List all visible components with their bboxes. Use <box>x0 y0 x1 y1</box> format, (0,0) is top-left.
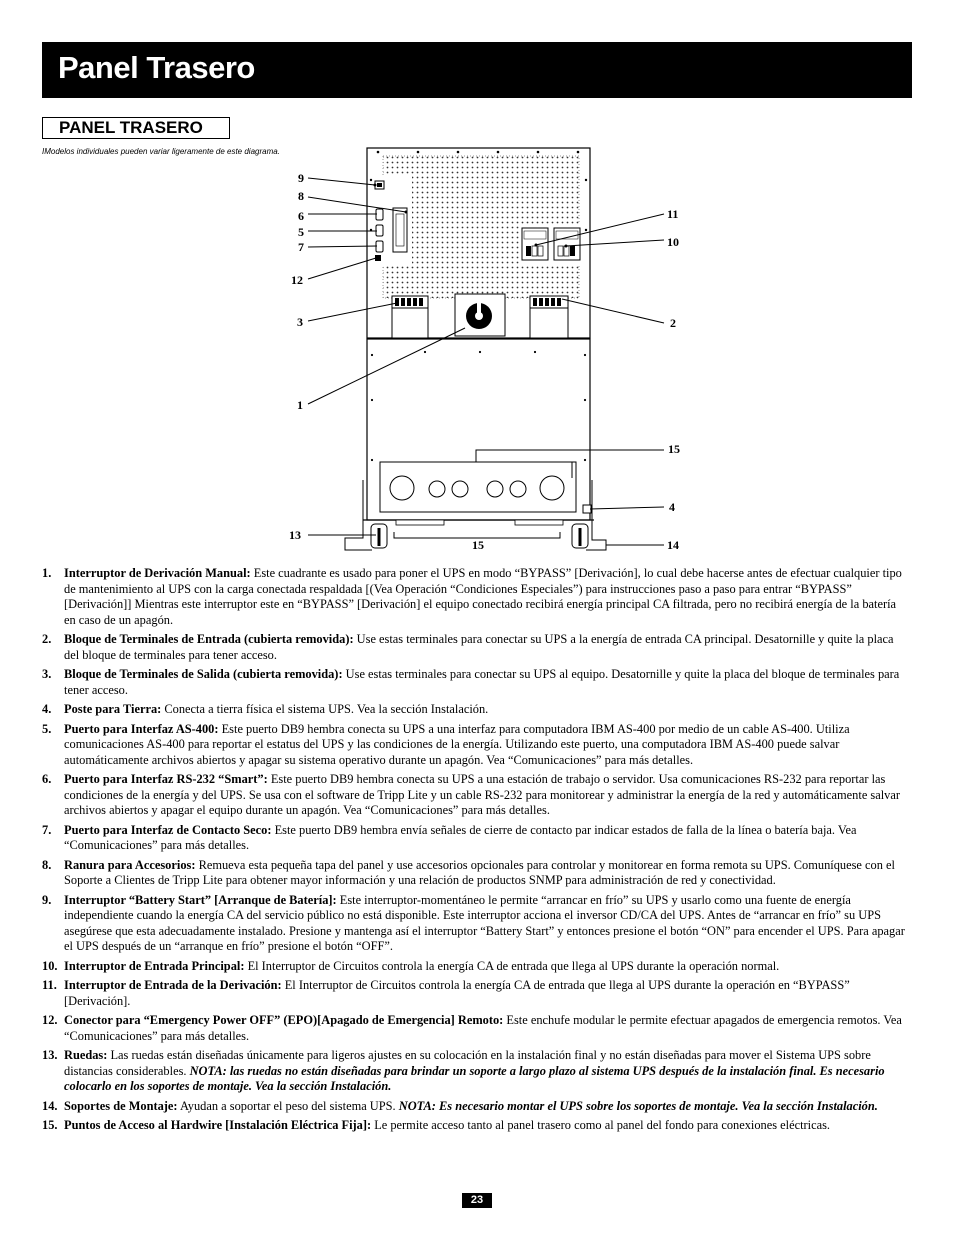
list-item: 2. Bloque de Terminales de Entrada (cubierta removida): Use estas terminales para conectar su UPS a la energía de entrada CA principal. Desatornille y quite la placa del bloque de terminales para tener acceso. <box>42 632 894 662</box>
list-item: 13. Ruedas: Las ruedas están diseñadas únicamente para ligeros ajustes en su colocación en la instalación final y no están diseñadas para mover el Sistema UPS sobre distancias considerables. NOTA: las ruedas no están diseñadas para brindar un soporte a largo plazo al sistema UPS después de la instalación final. Es necesario colocarlo en los soportes de montaje. Vea la sección Instalación. <box>42 1048 885 1094</box>
callout-14: 14 <box>667 538 679 552</box>
callout-2: 2 <box>670 316 676 330</box>
callout-13: 13 <box>289 528 301 542</box>
callout-4: 4 <box>669 500 675 514</box>
list-item: 6. Puerto para Interfaz RS-232 “Smart”: Este puerto DB9 hembra conecta su UPS a una estación de trabajo o servidor. Usa comunicaciones RS-232 para reportar las condiciones de la energía y del UPS. Se usa con el software de Tripp Lite y un cable RS-232 para monitorear y administrar la energía de la red y automáticamente salvar archivos abiertos y apagar el equipo durante un apagón. Vea “Comunicaciones” para más detalles. <box>42 772 900 818</box>
callout-7: 7 <box>298 240 304 254</box>
list-item: 15. Puntos de Acceso al Hardwire [Instalación Eléctrica Fija]: Le permite acceso tanto al panel trasero como al panel del fondo para conexiones eléctricas. <box>42 1118 831 1133</box>
db9-ports <box>376 209 383 252</box>
list-item: 8. Ranura para Accesorios: Remueva esta pequeña tapa del panel y use accesorios opcionales para controlar y monitorear en forma remota su UPS. Comuníquese con el Soporte a Clientes de Tripp Lite para obtener mayor información y una relación de productos SNMP para administración de red y conectividad. <box>42 857 895 888</box>
diagram-note: IModelos individuales pueden variar ligeramente de este diagrama. <box>42 147 280 156</box>
list-item: 7. Puerto para Interfaz de Contacto Seco: Este puerto DB9 hembra envía señales de cierre de contacto par indicar estados de falla de la línea o batería baja. Vea “Comunicaciones” para más detalles. <box>42 822 857 853</box>
callout-15-right: 15 <box>668 442 680 456</box>
component-descriptions <box>42 566 910 1138</box>
list-item: 5. Puerto para Interfaz AS-400: Este puerto DB9 hembra conecta su UPS a una interfaz para computadora IBM AS-400 por medio de un cable AS-400. Utiliza comunicaciones AS-400 para reportar el estatus del UPS y las condiciones de la energía. Utilizando este puerto, una computadora IBM AS-400 puede salvar automáticamente archivos abiertos y apagar su sistema operativo durante un apagón. Vea “Comunicaciones” para más detalles. <box>42 721 850 767</box>
list-item: 1. Interruptor de Derivación Manual: Este cuadrante es usado para poner el UPS en modo “BYPASS” [Derivación], lo cual debe hacerse antes de efectuar cualquier tipo de mantenimiento al UPS con la carga conectada respaldada [(Vea Operación “Condiciones Especiales”) para instrucciones paso a paso para entrar “BYPASS” [Derivación]] Mientras este interruptor este en “BYPASS” [Derivación] el equipo conectado recibirá energía principal CA filtrada, pero no recibirá energía de la batería en caso de un apagón. <box>42 566 902 627</box>
ground-post <box>583 505 591 513</box>
callout-9: 9 <box>298 171 304 185</box>
rear-panel-diagram <box>0 0 954 560</box>
callout-6: 6 <box>298 209 304 223</box>
list-item: 14. Soportes de Montaje: Ayudan a soportar el peso del sistema UPS. NOTA: Es necesario montar el UPS sobre los soportes de montaje. Vea la sección Instalación. <box>42 1098 878 1113</box>
accessory-slot <box>393 208 407 252</box>
list-item: 9. Interruptor “Battery Start” [Arranque de Batería]: Este interruptor-momentáneo le permite “arrancar en frío” su UPS y usarlo como una fuente de energía independiente cuando la energía CA del servicio público no está disponible. Este interruptor acciona el inversor CD/CA del UPS. Antes de “arrancar en frío” su UPS asegúrese que esta adecuadamente instalado. Presione y mantenga así el interruptor “Battery Start” y entonces presione el botón “ON” para encender el UPS. Para apagar el UPS después de un “arranque en frío” presione el botón “OFF”. <box>42 892 905 954</box>
callout-3: 3 <box>297 315 303 329</box>
list-item: 4. Poste para Tierra: Conecta a tierra física el sistema UPS. Vea la sección Instalación. <box>42 702 489 717</box>
callout-11: 11 <box>667 207 679 221</box>
callout-5: 5 <box>298 225 304 239</box>
page-number: 23 <box>462 1193 492 1208</box>
list-item: 12. Conector para “Emergency Power OFF” (EPO)[Apagado de Emergencia] Remoto: Este enchufe modular le permite efectuar apagados de emergencia remotos. Vea “Comunicaciones” para más detalles. <box>42 1013 902 1043</box>
list-item: 10. Interruptor de Entrada Principal: El Interruptor de Circuitos controla la energía CA de entrada que llega al UPS durante la operación normal. <box>42 958 780 973</box>
section-heading: PANEL TRASERO <box>42 117 230 139</box>
callout-15-bottom: 15 <box>472 538 484 552</box>
callout-1: 1 <box>297 398 303 412</box>
page-title: Panel Trasero <box>58 50 255 85</box>
list-item: 3. Bloque de Terminales de Salida (cubierta removida): Use estas terminales para conectar su UPS al equipo. Desatornille y quite la placa del bloque de terminales para tener acceso. <box>42 667 900 697</box>
callout-8: 8 <box>298 189 304 203</box>
list-item: 11. Interruptor de Entrada de la Derivación: El Interruptor de Circuitos controla la energía CA de entrada que llega al UPS durante la operación en “BYPASS” [Derivación]. <box>42 978 850 1008</box>
output-terminal-block <box>392 296 428 338</box>
input-terminal-block <box>530 296 568 338</box>
callout-12: 12 <box>291 273 303 287</box>
callout-10: 10 <box>667 235 679 249</box>
